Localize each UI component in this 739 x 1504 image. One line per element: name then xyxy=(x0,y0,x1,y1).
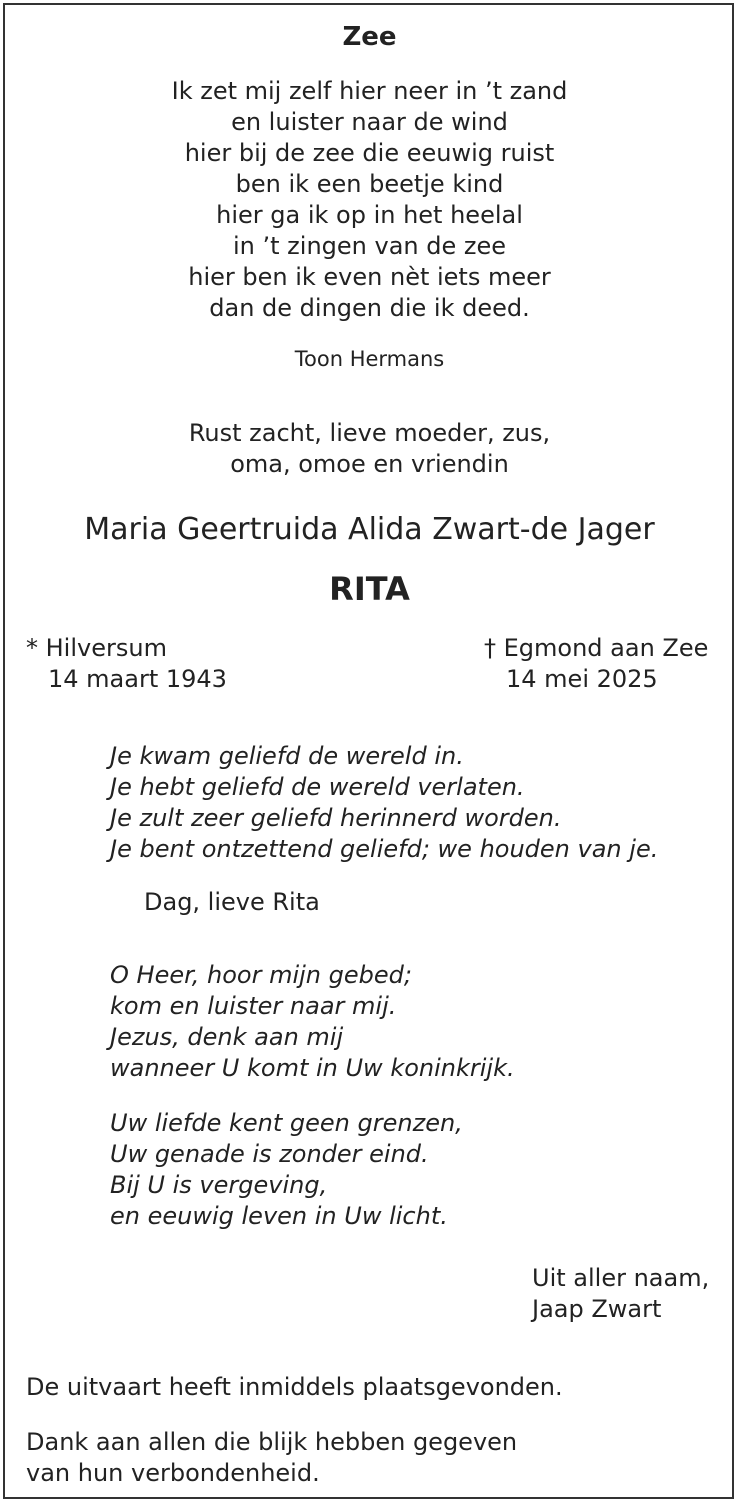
deceased-call-name: RITA xyxy=(329,570,410,608)
prayer-line: Uw liefde kent geen grenzen, xyxy=(110,1109,463,1137)
poem-line: ben ik een beetje kind xyxy=(235,170,504,198)
verse-text xyxy=(110,741,658,865)
poem-line: en luister naar de wind xyxy=(231,108,508,136)
funeral-note: De uitvaart heeft inmiddels plaatsgevonden. xyxy=(26,1373,563,1401)
farewell-text xyxy=(0,418,739,480)
poem-line: hier bij de zee die eeuwig ruist xyxy=(184,139,555,167)
farewell-line: Rust zacht, lieve moeder, zus, xyxy=(188,419,551,447)
prayer-line: Jezus, denk aan mij xyxy=(110,1023,344,1051)
birth-info xyxy=(26,633,227,695)
signoff-name: Jaap Zwart xyxy=(532,1295,662,1323)
verse-line: Je kwam geliefd de wereld in. xyxy=(110,742,464,770)
signoff xyxy=(532,1263,709,1325)
poem-line: dan de dingen die ik deed. xyxy=(209,294,530,322)
prayer-line: Bij U is vergeving, xyxy=(110,1171,328,1199)
poem-author: Toon Hermans xyxy=(294,347,445,371)
poem-line: hier ben ik even nèt iets meer xyxy=(188,263,551,291)
death-place: † Egmond aan Zee xyxy=(484,634,709,662)
poem-text xyxy=(0,76,739,324)
poem-line: hier ga ik op in het heelal xyxy=(216,201,523,229)
poem-line: in ’t zingen van de zee xyxy=(233,232,506,260)
poem-title: Zee xyxy=(342,22,397,52)
thanks-line: van hun verbondenheid. xyxy=(26,1459,320,1487)
prayer-stanza-2 xyxy=(110,1108,463,1232)
death-info xyxy=(484,633,708,695)
verse-line: Je hebt geliefd de wereld verlaten. xyxy=(110,773,525,801)
prayer-line: kom en luister naar mij. xyxy=(110,992,397,1020)
verse-line: Je bent ontzettend geliefd; we houden van je. xyxy=(110,835,659,863)
prayer-line: O Heer, hoor mijn gebed; xyxy=(110,961,412,989)
signoff-line: Uit aller naam, xyxy=(532,1264,710,1292)
prayer-line: Uw genade is zonder eind. xyxy=(110,1140,429,1168)
farewell-line: oma, omoe en vriendin xyxy=(230,450,509,478)
birth-date: 14 maart 1943 xyxy=(48,665,227,693)
goodbye-text: Dag, lieve Rita xyxy=(144,888,320,916)
prayer-line: en eeuwig leven in Uw licht. xyxy=(110,1202,448,1230)
prayer-line: wanneer U komt in Uw koninkrijk. xyxy=(110,1054,515,1082)
verse-line: Je zult zeer geliefd herinnerd worden. xyxy=(110,804,562,832)
thanks-line: Dank aan allen die blijk hebben gegeven xyxy=(26,1428,518,1456)
deceased-full-name: Maria Geertruida Alida Zwart-de Jager xyxy=(84,512,655,547)
death-date: 14 mei 2025 xyxy=(506,665,658,693)
birth-place: * Hilversum xyxy=(26,634,167,662)
thanks-note xyxy=(26,1427,517,1489)
poem-line: Ik zet mij zelf hier neer in ’t zand xyxy=(171,77,568,105)
prayer-stanza-1 xyxy=(110,960,515,1084)
